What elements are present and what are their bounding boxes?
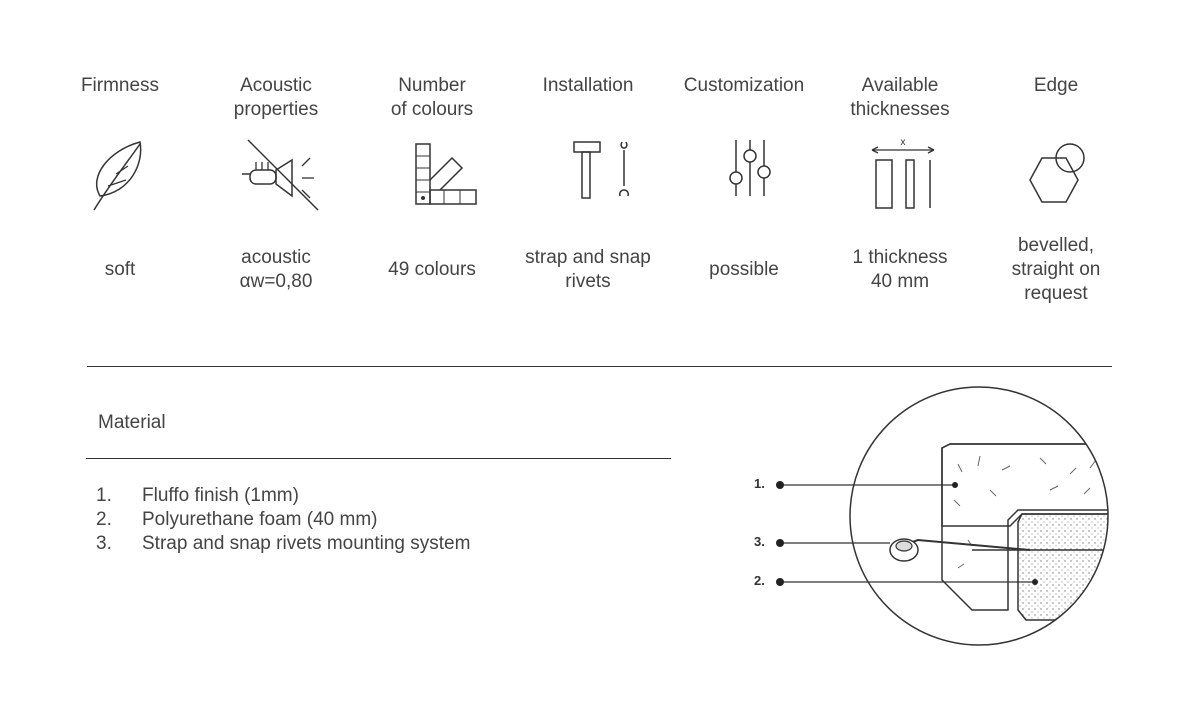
sliders-icon (694, 136, 794, 216)
list-item: 2. Polyurethane foam (40 mm) (96, 509, 378, 530)
property-title: Installation (542, 75, 634, 96)
diagram-label-3: 3. (754, 534, 765, 549)
property-value: 1 thickness 40 mm (852, 247, 948, 292)
property-title: Acoustic properties (233, 75, 319, 120)
property-title: Number of colours (390, 75, 474, 120)
property-value: soft (104, 259, 136, 280)
property-title: Customization (683, 75, 805, 96)
material-title: Material (98, 412, 166, 433)
property-value: 49 colours (388, 259, 476, 280)
material-divider (86, 458, 671, 459)
property-value: acoustic αw=0,80 (239, 247, 313, 292)
diagram-label-2: 2. (754, 573, 765, 588)
properties-row (40, 74, 1140, 314)
list-item: 3. Strap and snap rivets mounting system (96, 533, 471, 554)
dimension-label: x (900, 137, 906, 148)
property-title: Available thicknesses (850, 75, 950, 120)
material-list (96, 484, 470, 556)
property-value: possible (709, 259, 779, 280)
property-edge (978, 74, 1134, 314)
property-thicknesses (822, 74, 978, 314)
thickness-icon (850, 136, 950, 216)
colour-swatch-icon (382, 136, 482, 216)
property-customization (666, 74, 822, 314)
property-colours (354, 74, 510, 314)
property-title: Edge (1033, 75, 1079, 96)
property-value: strap and snap rivets (525, 247, 651, 292)
property-acoustic (198, 74, 354, 314)
material-layers-diagram (740, 380, 1130, 660)
hexagon-edge-icon (1006, 136, 1106, 216)
diagram-label-1: 1. (754, 476, 765, 491)
section-divider (87, 366, 1112, 367)
property-title: Firmness (80, 75, 160, 96)
property-installation (510, 74, 666, 314)
property-firmness (42, 74, 198, 314)
feather-icon (70, 136, 170, 216)
hammer-wrench-icon (538, 136, 638, 216)
property-value: bevelled, straight on request (1011, 235, 1101, 304)
list-item: 1. Fluffo finish (1mm) (96, 485, 299, 506)
crossed-trumpet-icon (226, 136, 326, 216)
